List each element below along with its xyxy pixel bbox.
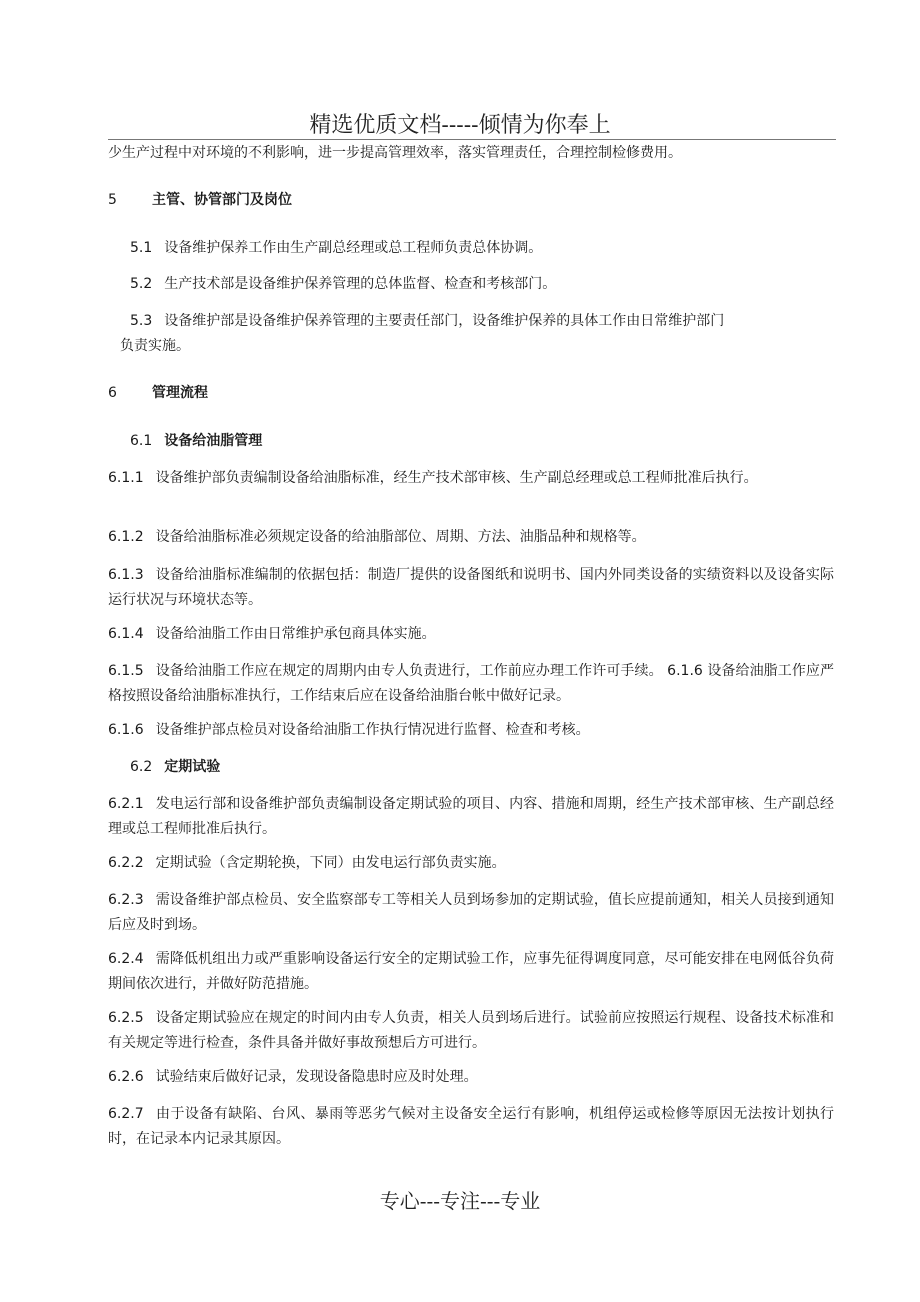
clause-number: 6.1.2 — [108, 529, 144, 545]
clause-number: 6.1.1 — [108, 470, 144, 486]
page-header: 精选优质文档-----倾情为你奉上 — [309, 113, 611, 138]
clause-text: 设备维护部是设备维护保养管理的主要责任部门，设备维护保养的具体工作由日常维护部门 — [164, 313, 725, 329]
subsection-6-2-heading — [130, 755, 830, 780]
paragraph-6-1-2 — [108, 525, 834, 550]
paragraph-intro-tail: 少生产过程中对环境的不利影响，进一步提高管理效率，落实管理责任，合理控制检修费用。 — [108, 145, 682, 161]
clause-text: 设备给油脂工作应在规定的周期内由专人负责进行，工作前应办理工作许可手续。 6.1.6 设备给油脂工作应严格按照设备给油脂标准执行，工作结束后应在设备给油脂台帐中做好记录。 — [108, 663, 834, 704]
clause-text: 需降低机组出力或严重影响设备运行安全的定期试验工作，应事先征得调度同意，尽可能安排在电网低谷负荷期间依次进行，并做好防范措施。 — [108, 951, 834, 992]
clause-number: 6.1.6 — [108, 722, 144, 738]
clause-text: 定期试验（含定期轮换，下同）由发电运行部负责实施。 — [155, 855, 506, 871]
subsection-title: 定期试验 — [164, 759, 221, 775]
clause-number: 5.2 — [130, 276, 153, 292]
section-number: 6 — [108, 385, 117, 401]
clause-number: 5.1 — [130, 240, 153, 256]
clause-text: 设备定期试验应在规定的时间内由专人负责，相关人员到场后进行。试验前应按照运行规程、设备技术标准和有关规定等进行检查，条件具备并做好事故预想后方可进行。 — [108, 1010, 834, 1051]
clause-text: 设备给油脂标准编制的依据包括：制造厂提供的设备图纸和说明书、国内外同类设备的实绩资料以及设备实际运行状况与环境状态等。 — [108, 567, 834, 608]
clause-text: 需设备维护部点检员、安全监察部专工等相关人员到场参加的定期试验，值长应提前通知，相关人员接到通知后应及时到场。 — [108, 892, 834, 933]
header-rule — [108, 139, 836, 140]
section-number: 5 — [108, 192, 117, 208]
clause-text-continuation: 负责实施。 — [120, 338, 190, 354]
clause-text: 设备维护部点检员对设备给油脂工作执行情况进行监督、检查和考核。 — [155, 722, 590, 738]
paragraph-6-2-6 — [108, 1065, 834, 1090]
paragraph-6-1-4 — [108, 622, 834, 647]
clause-text: 设备给油脂标准必须规定设备的给油脂部位、周期、方法、油脂品种和规格等。 — [155, 529, 646, 545]
paragraph-6-2-3 — [108, 888, 834, 938]
clause-text: 发电运行部和设备维护部负责编制设备定期试验的项目、内容、措施和周期，经生产技术部审核、生产副总经理或总工程师批准后执行。 — [108, 796, 834, 837]
paragraph-6-1-1 — [108, 466, 834, 491]
clause-text: 生产技术部是设备维护保养管理的总体监督、检查和考核部门。 — [164, 276, 557, 292]
clause-number: 5.3 — [130, 313, 153, 329]
paragraph-6-2-5 — [108, 1006, 834, 1056]
clause-number: 6.1.5 — [108, 663, 144, 679]
clause-text: 试验结束后做好记录，发现设备隐患时应及时处理。 — [155, 1069, 478, 1085]
paragraph-6-2-4 — [108, 947, 834, 997]
section-6-heading — [108, 381, 834, 406]
paragraph-6-1-3 — [108, 563, 834, 613]
paragraph-6-2-1 — [108, 792, 834, 842]
subsection-number: 6.1 — [130, 433, 153, 449]
clause-text: 设备给油脂工作由日常维护承包商具体实施。 — [155, 626, 436, 642]
section-5-heading — [108, 188, 834, 213]
section-title: 管理流程 — [152, 385, 208, 401]
paragraph-6-2-2 — [108, 851, 834, 876]
page-footer: 专心---专注---专业 — [379, 1189, 541, 1213]
clause-text: 设备维护部负责编制设备给油脂标准，经生产技术部审核、生产副总经理或总工程师批准后执行。 — [155, 470, 758, 486]
paragraph-5-1 — [130, 236, 830, 261]
clause-number: 6.2.7 — [108, 1106, 144, 1122]
clause-number: 6.2.3 — [108, 892, 144, 908]
clause-number: 6.2.1 — [108, 796, 144, 812]
clause-text: 设备维护保养工作由生产副总经理或总工程师负责总体协调。 — [164, 240, 543, 256]
section-title: 主管、协管部门及岗位 — [152, 192, 292, 208]
paragraph-5-2 — [130, 272, 830, 297]
clause-text: 由于设备有缺陷、台风、暴雨等恶劣气候对主设备安全运行有影响，机组停运或检修等原因无法按计划执行时，在记录本内记录其原因。 — [108, 1106, 834, 1147]
subsection-6-1-heading — [130, 429, 830, 454]
subsection-number: 6.2 — [130, 759, 153, 775]
clause-number: 6.1.4 — [108, 626, 144, 642]
paragraph-6-1-6 — [108, 718, 834, 743]
clause-number: 6.2.6 — [108, 1069, 144, 1085]
paragraph-6-2-7 — [108, 1102, 834, 1152]
clause-number: 6.2.4 — [108, 951, 144, 967]
subsection-title: 设备给油脂管理 — [164, 433, 263, 449]
paragraph-6-1-5 — [108, 659, 834, 709]
clause-number: 6.2.5 — [108, 1010, 144, 1026]
clause-number: 6.1.3 — [108, 567, 144, 583]
clause-number: 6.2.2 — [108, 855, 144, 871]
paragraph-5-3 — [120, 309, 834, 359]
